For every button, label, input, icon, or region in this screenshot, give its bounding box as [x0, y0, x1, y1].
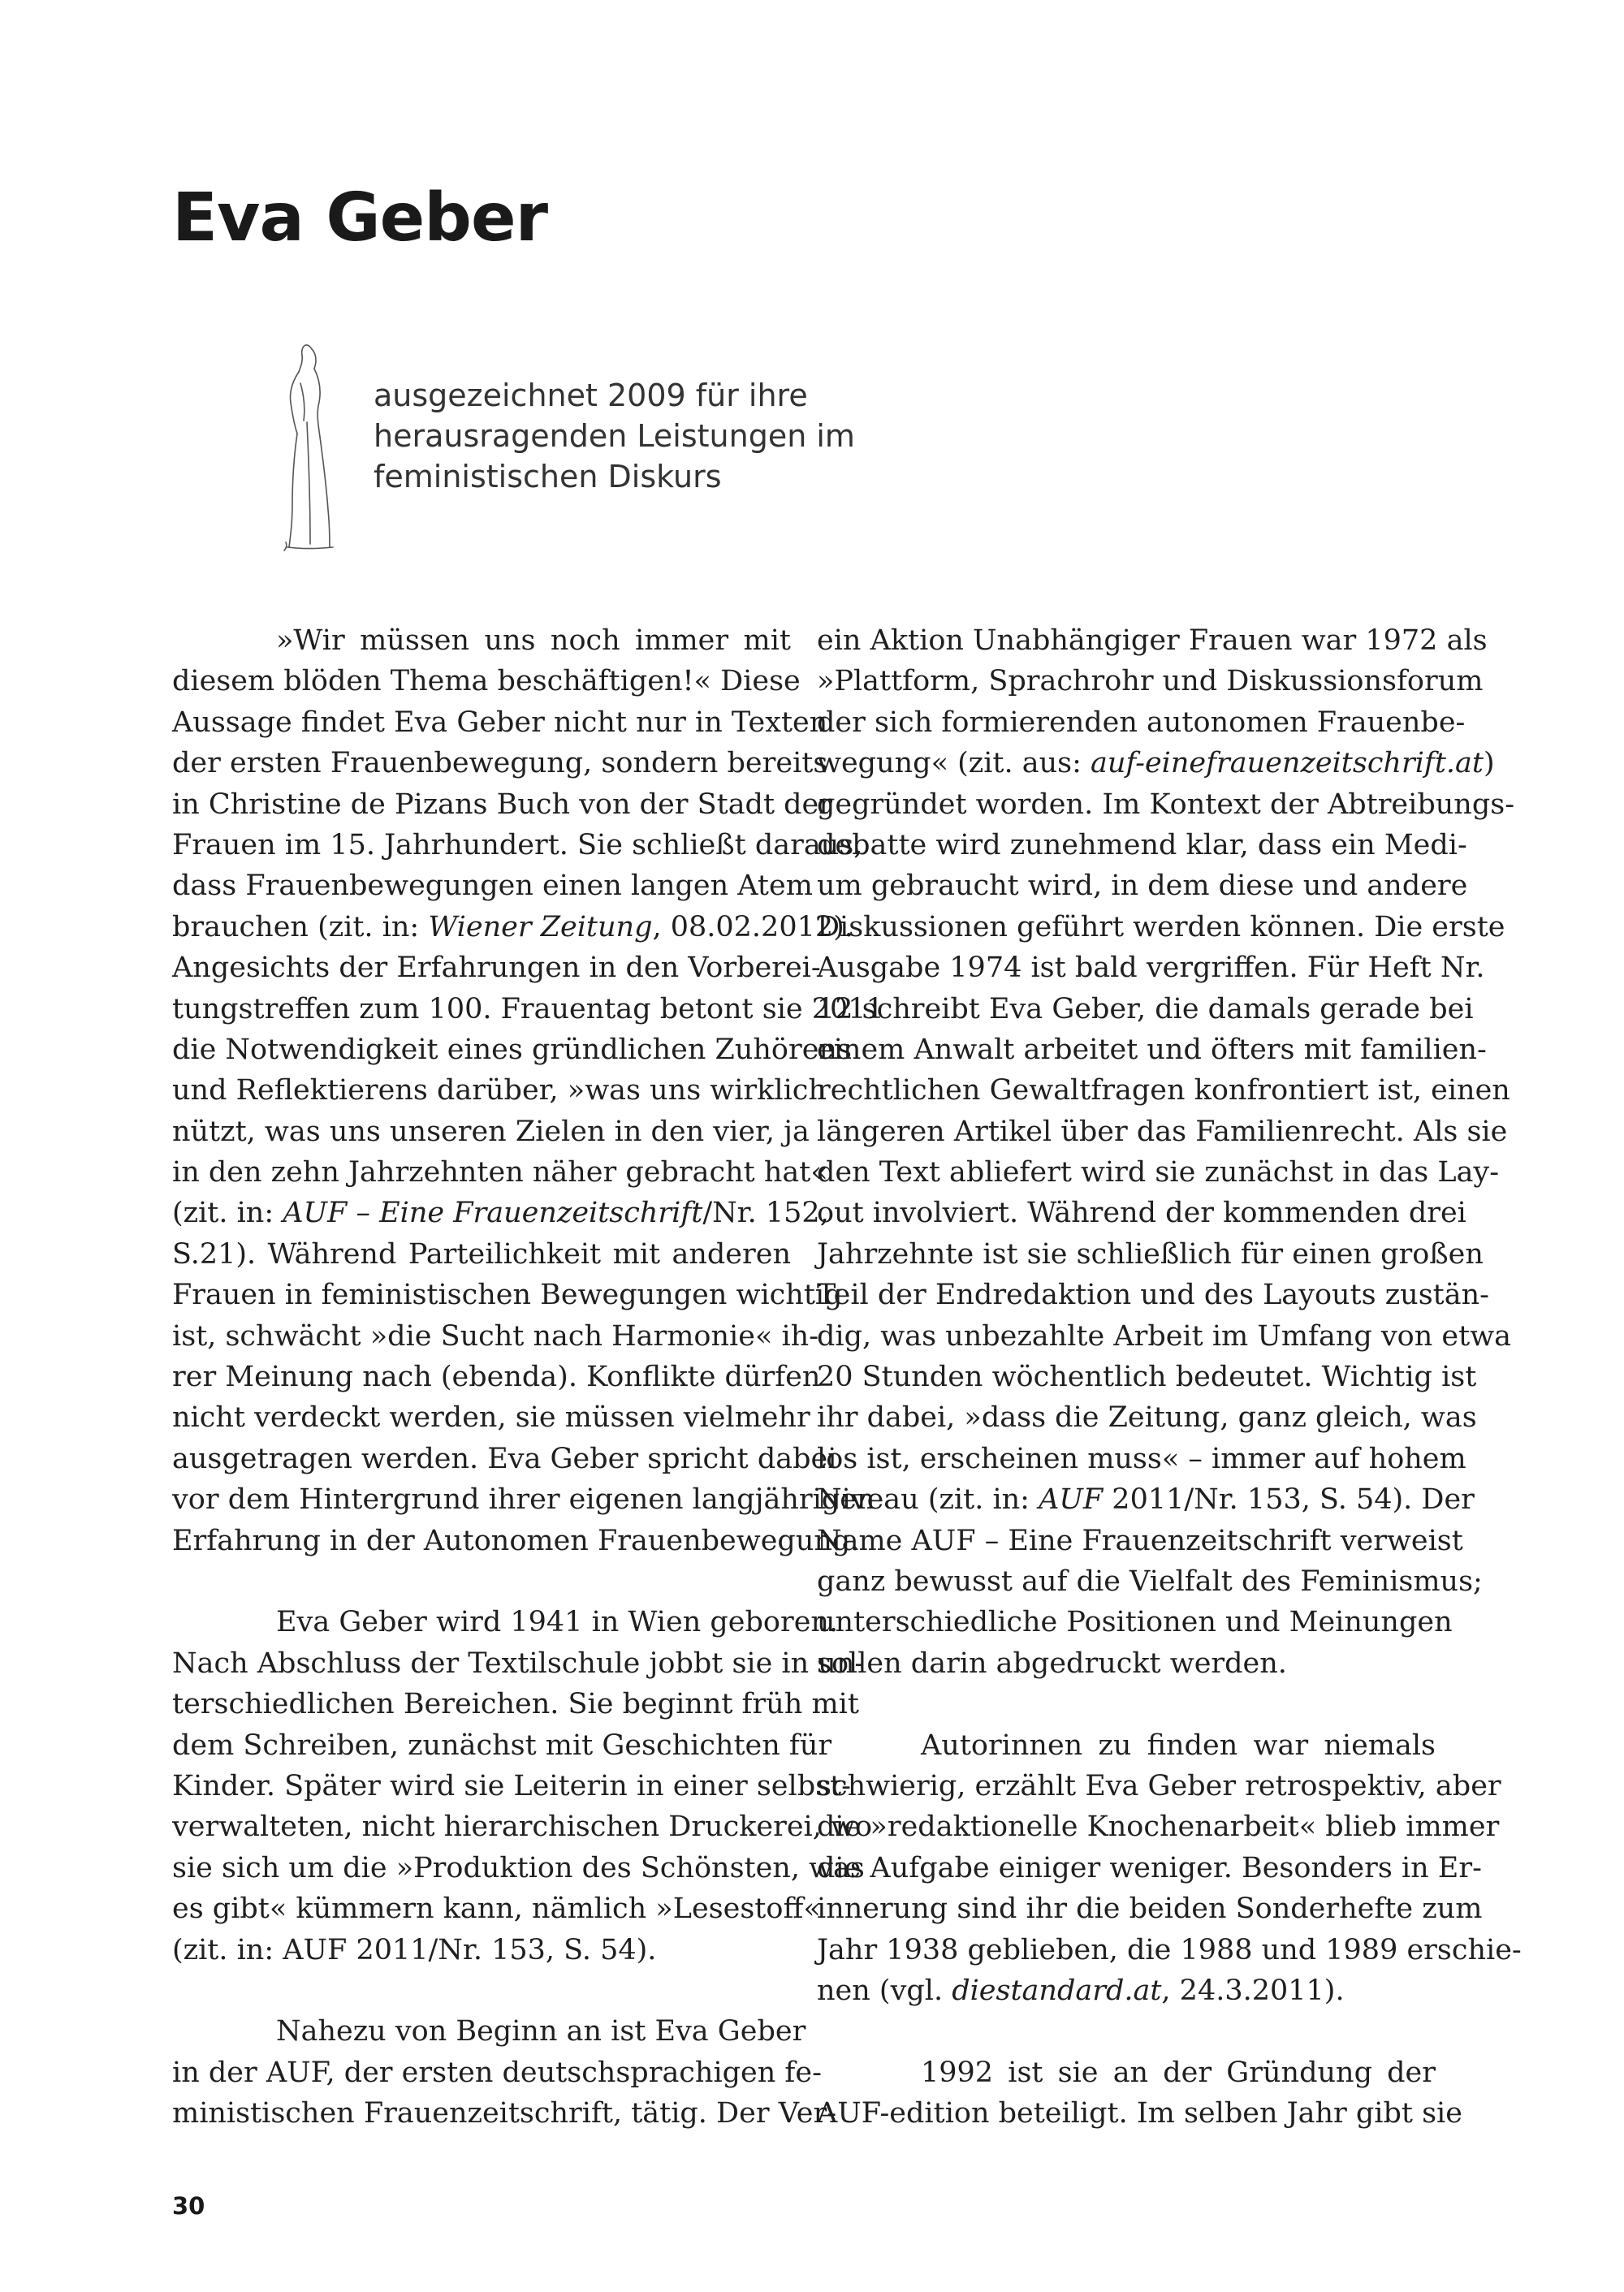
italic-title: AUF	[1039, 1483, 1104, 1517]
text-line	[817, 1848, 1482, 1888]
text-segment: Aussage findet Eva Geber nicht nur in Texten	[172, 706, 828, 739]
text-line	[817, 1479, 1475, 1520]
standing-figure-sketch-icon	[276, 335, 341, 554]
text-segment: S.21). Während Parteilichkeit mit anderen	[172, 1237, 791, 1271]
text-segment: ministischen Frauenzeitschrift, tätig. Der Ver-	[172, 2097, 837, 2130]
text-segment: 2011/Nr. 153, S. 54). Der	[1103, 1483, 1475, 1517]
text-segment: Name AUF – Eine Frauenzeitschrift verweist	[817, 1524, 1463, 1557]
page-title: Eva Geber	[172, 179, 548, 257]
text-segment: Eva Geber wird 1941 in Wien geboren.	[276, 1606, 839, 1639]
text-line	[172, 1316, 819, 1357]
text-segment: Nahezu von Beginn an ist Eva Geber	[276, 2015, 806, 2048]
text-line	[172, 743, 828, 783]
text-line	[172, 825, 863, 865]
text-line	[172, 2011, 806, 2052]
text-segment: dass Frauenbewegungen einen langen Atem	[172, 870, 813, 903]
text-line	[172, 1643, 865, 1684]
text-segment: in der AUF, der ersten deutschsprachigen fe-	[172, 2056, 822, 2089]
text-segment: Ausgabe 1974 ist bald vergriffen. Für Heft Nr.	[817, 952, 1485, 985]
left-text-column	[172, 620, 884, 2134]
text-line	[817, 1439, 1466, 1479]
text-segment: nützt, was uns unseren Zielen in den vier, ja	[172, 1115, 810, 1148]
italic-title: diestandard.at	[952, 1974, 1162, 2007]
text-segment: in Christine de Pizans Buch von der Stadt der	[172, 788, 832, 821]
text-line	[172, 1888, 821, 1929]
text-segment: vor dem Hintergrund ihrer eigenen langjährigen	[172, 1483, 875, 1517]
text-segment: debatte wird zunehmend klar, dass ein Medi-	[817, 828, 1467, 861]
text-line	[817, 620, 1488, 661]
award-note-line: ausgezeichnet 2009 für ihre	[374, 378, 808, 413]
right-text-column	[817, 620, 1522, 2134]
text-line	[817, 1806, 1500, 1847]
text-segment: , 08.02.2012).	[652, 910, 853, 943]
text-line	[817, 1725, 1436, 1766]
text-segment: längeren Artikel über das Familienrecht. Als sie	[817, 1115, 1508, 1148]
text-segment: )	[1483, 747, 1495, 780]
text-segment: Erfahrung in der Autonomen Frauenbewegung.	[172, 1524, 860, 1557]
text-line	[817, 2052, 1436, 2093]
text-segment: sie sich um die »Produktion des Schönsten, was	[172, 1851, 865, 1884]
text-segment: 1992 ist sie an der Gründung der	[921, 2056, 1436, 2089]
text-line	[817, 865, 1468, 906]
award-note	[374, 375, 942, 497]
text-line	[817, 743, 1495, 783]
text-line	[817, 1316, 1512, 1357]
text-segment: ausgetragen werden. Eva Geber spricht dabei	[172, 1442, 837, 1475]
text-line	[172, 1234, 791, 1275]
text-segment: Jahr 1938 geblieben, die 1988 und 1989 erschie-	[817, 1933, 1522, 1966]
text-line	[172, 1930, 791, 1970]
text-line	[172, 947, 821, 988]
text-line	[817, 1275, 1489, 1315]
text-segment: ganz bewusst auf die Vielfalt des Feminismus;	[817, 1565, 1483, 1598]
text-line	[172, 865, 813, 906]
text-segment: AUF-edition beteiligt. Im selben Jahr gibt sie	[817, 2097, 1462, 2130]
text-line	[817, 2093, 1462, 2134]
text-line	[172, 1357, 821, 1397]
text-segment: unterschiedliche Positionen und Meinungen	[817, 1606, 1453, 1639]
text-segment: ist, schwächt »die Sucht nach Harmonie« ih-	[172, 1319, 819, 1353]
text-line	[172, 2052, 822, 2093]
text-segment: es gibt« kümmern kann, nämlich »Lesestoff«	[172, 1893, 821, 1926]
text-segment: dem Schreiben, zunächst mit Geschichten für	[172, 1729, 832, 1762]
text-line	[172, 1848, 865, 1888]
text-line	[172, 1070, 827, 1111]
page-number: 30	[172, 2192, 205, 2220]
text-line	[817, 989, 1474, 1029]
text-segment: , 24.3.2011).	[1161, 1974, 1345, 2007]
text-line	[817, 907, 1505, 947]
text-segment: »Plattform, Sprachrohr und Diskussionsforum	[817, 665, 1484, 698]
text-segment: ein Aktion Unabhängiger Frauen war 1972 als	[817, 624, 1488, 657]
text-segment: wegung« (zit. aus:	[817, 747, 1091, 780]
text-line	[172, 1275, 843, 1315]
text-line	[817, 1152, 1500, 1193]
text-segment: und Reflektierens darüber, »was uns wirklich	[172, 1074, 827, 1107]
text-line	[817, 1397, 1477, 1438]
text-line	[172, 1684, 859, 1724]
text-segment: diesem blöden Thema beschäftigen!« Diese	[172, 665, 801, 698]
text-line	[172, 661, 801, 701]
text-segment: Diskussionen geführt werden können. Die erste	[817, 910, 1505, 943]
text-line	[817, 1930, 1522, 1970]
text-line	[172, 1806, 873, 1847]
text-segment: Frauen im 15. Jahrhundert. Sie schließt daraus,	[172, 828, 863, 861]
text-line	[172, 1725, 832, 1766]
text-line	[817, 784, 1515, 825]
paragraph-gap	[817, 2011, 1436, 2052]
text-line	[817, 702, 1466, 743]
text-segment: schwierig, erzählt Eva Geber retrospektiv, aber	[817, 1769, 1501, 1802]
text-segment: Jahrzehnte ist sie schließlich für einen großen	[817, 1237, 1484, 1271]
text-line	[817, 1888, 1483, 1929]
text-line	[172, 1479, 875, 1520]
text-segment: um gebraucht wird, in dem diese und andere	[817, 870, 1468, 903]
text-line	[817, 1234, 1484, 1275]
text-line	[172, 620, 791, 661]
text-line	[172, 1193, 829, 1233]
text-line	[172, 1152, 828, 1193]
text-segment: (zit. in: AUF 2011/Nr. 153, S. 54).	[172, 1933, 657, 1966]
text-segment: ihr dabei, »dass die Zeitung, ganz gleich, was	[817, 1401, 1477, 1435]
text-segment: 20 Stunden wöchentlich bedeutet. Wichtig ist	[817, 1361, 1477, 1394]
text-segment: Frauen in feministischen Bewegungen wichtig	[172, 1279, 843, 1312]
text-line	[172, 1766, 851, 1806]
text-segment: gegründet worden. Im Kontext der Abtreibungs-	[817, 788, 1515, 821]
text-line	[817, 1070, 1510, 1111]
text-segment: 12 schreibt Eva Geber, die damals gerade bei	[817, 992, 1474, 1025]
text-line	[172, 1111, 810, 1152]
text-segment: sollen darin abgedruckt werden.	[817, 1647, 1287, 1680]
text-line	[817, 947, 1485, 988]
text-segment: terschiedlichen Bereichen. Sie beginnt früh mit	[172, 1688, 859, 1721]
paragraph-gap	[172, 1561, 791, 1602]
text-segment: verwalteten, nicht hierarchischen Druckerei, wo	[172, 1811, 873, 1844]
text-segment: (zit. in:	[172, 1197, 283, 1230]
text-segment: Niveau (zit. in:	[817, 1483, 1039, 1517]
text-segment: die Notwendigkeit eines gründlichen Zuhörens	[172, 1033, 852, 1066]
italic-title: AUF – Eine Frauenzeitschrift	[283, 1197, 703, 1230]
text-segment: einem Anwalt arbeitet und öfters mit familien-	[817, 1033, 1487, 1066]
text-line	[817, 825, 1467, 865]
text-line	[817, 1193, 1466, 1233]
text-segment: Nach Abschluss der Textilschule jobbt sie in un-	[172, 1647, 865, 1680]
text-line	[817, 1029, 1487, 1070]
text-segment: tungstreffen zum 100. Frauentag betont sie 2011	[172, 992, 884, 1025]
text-segment: die Aufgabe einiger weniger. Besonders in Er-	[817, 1851, 1482, 1884]
text-segment: in den zehn Jahrzehnten näher gebracht hat«	[172, 1156, 828, 1189]
award-note-line: herausragenden Leistungen im	[374, 418, 855, 454]
text-segment: /Nr. 152,	[702, 1197, 829, 1230]
text-line	[817, 1766, 1501, 1806]
text-line	[172, 1602, 839, 1642]
text-line	[172, 907, 853, 947]
text-line	[817, 1561, 1483, 1602]
italic-title: Wiener Zeitung	[428, 910, 653, 943]
text-segment: rer Meinung nach (ebenda). Konflikte dürfen	[172, 1361, 821, 1394]
text-segment: der ersten Frauenbewegung, sondern bereits	[172, 747, 828, 780]
text-line	[172, 1521, 860, 1561]
text-segment: innerung sind ihr die beiden Sonderhefte zum	[817, 1893, 1483, 1926]
text-line	[817, 1357, 1477, 1397]
text-line	[817, 1521, 1463, 1561]
text-line	[172, 989, 884, 1029]
text-segment: brauchen (zit. in:	[172, 910, 429, 943]
text-line	[817, 1970, 1436, 2011]
text-segment: den Text abliefert wird sie zunächst in das Lay-	[817, 1156, 1500, 1189]
award-note-line: feministischen Diskurs	[374, 459, 722, 494]
text-segment: Angesichts der Erfahrungen in den Vorberei-	[172, 952, 821, 985]
text-line	[172, 2093, 837, 2134]
text-segment: Kinder. Später wird sie Leiterin in einer selbst-	[172, 1769, 851, 1802]
text-segment: nicht verdeckt werden, sie müssen vielmehr	[172, 1401, 810, 1435]
paragraph-gap	[172, 1970, 791, 2011]
text-line	[172, 1397, 810, 1438]
text-segment: Autorinnen zu finden war niemals	[921, 1729, 1436, 1762]
text-segment: die »redaktionelle Knochenarbeit« blieb immer	[817, 1811, 1500, 1844]
text-line	[172, 1029, 852, 1070]
paragraph-gap	[817, 1684, 1436, 1724]
text-line	[172, 784, 832, 825]
text-line	[817, 1602, 1453, 1642]
text-segment: der sich formierenden autonomen Frauenbe-	[817, 706, 1466, 739]
text-segment: nen (vgl.	[817, 1974, 952, 2007]
text-segment: »Wir müssen uns noch immer mit	[276, 624, 791, 657]
text-segment: rechtlichen Gewaltfragen konfrontiert ist, einen	[817, 1074, 1510, 1107]
text-line	[817, 1111, 1508, 1152]
text-segment: Teil der Endredaktion und des Layouts zustän-	[817, 1279, 1489, 1312]
text-segment: dig, was unbezahlte Arbeit im Umfang von etwa	[817, 1319, 1512, 1353]
text-segment: out involviert. Während der kommenden drei	[817, 1197, 1466, 1230]
text-line	[172, 702, 828, 743]
italic-title: auf-einefrauenzeitschrift.at	[1091, 747, 1484, 780]
text-line	[172, 1439, 837, 1479]
text-line	[817, 661, 1484, 701]
text-line	[817, 1643, 1436, 1684]
text-segment: los ist, erscheinen muss« – immer auf hohem	[817, 1442, 1466, 1475]
